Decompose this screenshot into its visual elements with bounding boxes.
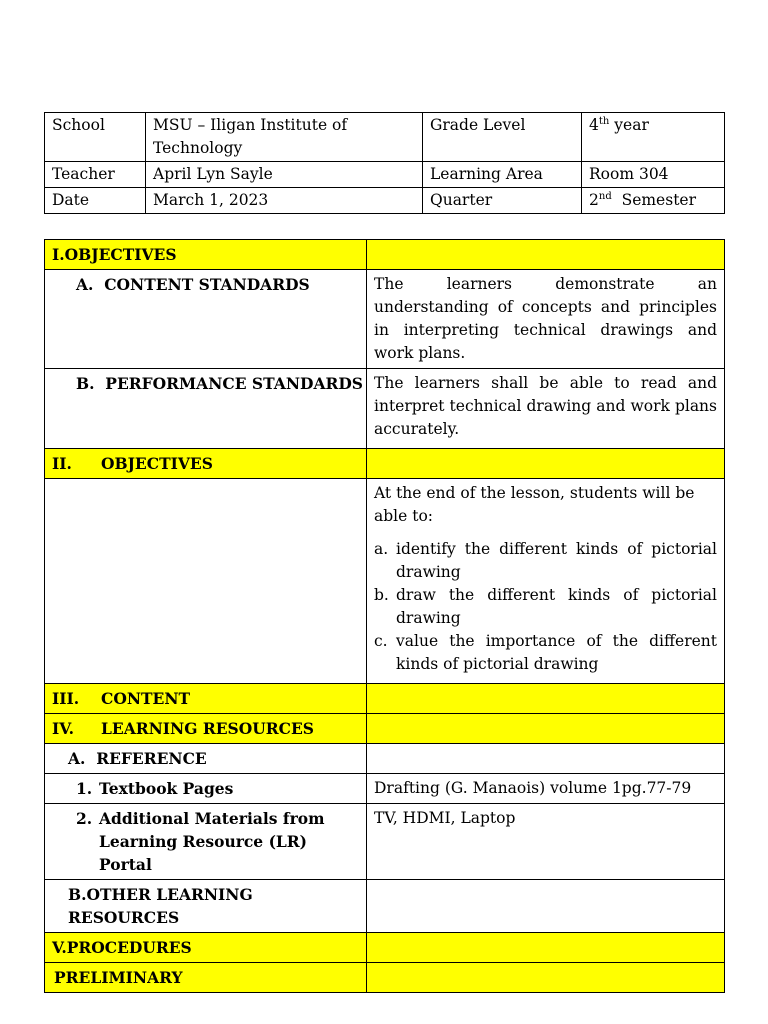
- learning-resources-blank: [367, 714, 725, 744]
- reference-label: A. REFERENCE: [45, 744, 367, 774]
- objectives-2-num: II.: [52, 454, 72, 473]
- row-performance-standards: [45, 369, 725, 449]
- additional-materials-value: TV, HDMI, Laptop: [367, 804, 725, 880]
- date-value: March 1, 2023: [146, 188, 423, 214]
- grade-level-value: 4th year: [582, 113, 725, 162]
- list-item: c. value the importance of the different kinds of pictorial drawing: [374, 632, 717, 673]
- row-content-standards: [45, 270, 725, 369]
- objectives-heading: I.OBJECTIVES: [45, 240, 367, 270]
- row-reference: [45, 744, 725, 774]
- reference-blank: [367, 744, 725, 774]
- teacher-label: Teacher: [45, 162, 146, 188]
- teacher-value: April Lyn Sayle: [146, 162, 423, 188]
- other-resources-blank: [367, 880, 725, 933]
- objectives-2-blank: [367, 449, 725, 479]
- row-objectives-heading: [45, 240, 725, 270]
- list-item: a. identify the different kinds of pictorial drawing: [374, 540, 717, 581]
- additional-materials-label: 2. Additional Materials from Learning Resource (LR) Portal: [45, 804, 367, 880]
- row-content: [45, 684, 725, 714]
- performance-standards-label: B. PERFORMANCE STANDARDS: [45, 369, 367, 449]
- content-blank: [367, 684, 725, 714]
- learning-area-value: Room 304: [582, 162, 725, 188]
- performance-standards-text: The learners shall be able to read and interpret technical drawing and work plans accurately.: [367, 369, 725, 449]
- quarter-value: 2nd Semester: [582, 188, 725, 214]
- objectives-list-blank: [45, 479, 367, 684]
- row-other-resources: [45, 880, 725, 933]
- other-resources-label: B.OTHER LEARNING RESOURCES: [45, 880, 367, 933]
- row-procedures: [45, 933, 725, 963]
- content-standards-text: The learners demonstrate an understanding of concepts and principles in interpreting technical drawings and work plans.: [367, 270, 725, 369]
- header-info-table: [44, 112, 725, 214]
- preliminary-heading: PRELIMINARY: [45, 963, 367, 993]
- procedures-heading: V.PROCEDURES: [45, 933, 367, 963]
- lesson-plan-table: [44, 239, 725, 993]
- school-label: School: [45, 113, 146, 162]
- row-learning-resources: [45, 714, 725, 744]
- objectives-2-label: OBJECTIVES: [101, 454, 213, 473]
- objectives-2-heading: [45, 449, 367, 479]
- content-heading: III. CONTENT: [45, 684, 367, 714]
- info-row-teacher: [45, 162, 725, 188]
- row-textbook: [45, 774, 725, 804]
- info-row-school: [45, 113, 725, 162]
- learning-resources-heading: IV. LEARNING RESOURCES: [45, 714, 367, 744]
- row-objectives-2: [45, 449, 725, 479]
- row-preliminary: [45, 963, 725, 993]
- objectives-heading-blank: [367, 240, 725, 270]
- learning-area-label: Learning Area: [423, 162, 582, 188]
- row-objectives-list: [45, 479, 725, 684]
- content-standards-label: A. CONTENT STANDARDS: [45, 270, 367, 369]
- row-additional-materials: [45, 804, 725, 880]
- textbook-value: Drafting (G. Manaois) volume 1pg.77-79: [367, 774, 725, 804]
- info-row-date: [45, 188, 725, 214]
- school-value: MSU – Iligan Institute of Technology: [146, 113, 423, 162]
- objectives-list-cell: [367, 479, 725, 684]
- procedures-blank: [367, 933, 725, 963]
- quarter-label: Quarter: [423, 188, 582, 214]
- textbook-label: 1. Textbook Pages: [45, 774, 367, 804]
- date-label: Date: [45, 188, 146, 214]
- list-item: b. draw the different kinds of pictorial drawing: [374, 586, 717, 627]
- grade-level-label: Grade Level: [423, 113, 582, 162]
- objectives-intro: At the end of the lesson, students will be able to:: [374, 484, 695, 525]
- preliminary-blank: [367, 963, 725, 993]
- objectives-list: [374, 538, 717, 676]
